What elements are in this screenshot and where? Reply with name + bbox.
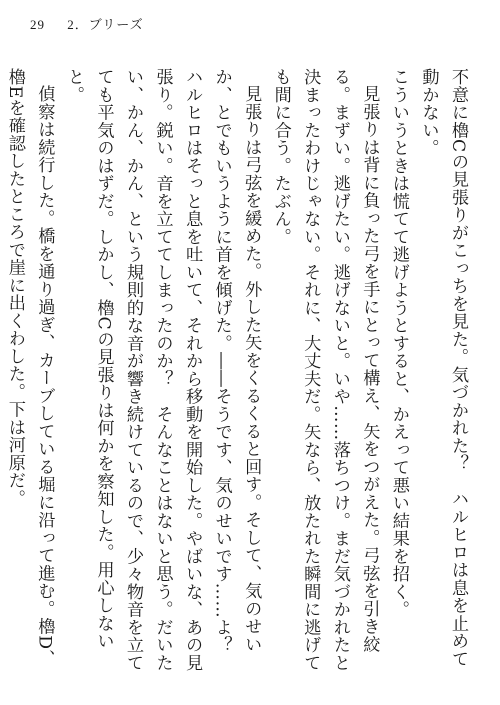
paragraph-2: こういうときは慌てて逃げようとすると、かえって悪い結果を招く。 [388, 68, 409, 619]
chapter-title: 2．ブリーズ [67, 17, 144, 32]
paragraph-4: 見張りは弓弦を緩めた。外した矢をくるくると回す。そして、気のせいか、とでもいうように首を傾げた。――そうです、気のせいです……よ？ [211, 68, 262, 654]
vertical-body-text [4, 68, 472, 680]
running-header [30, 14, 144, 33]
page-number: 29 [30, 17, 45, 32]
paragraph-3: 見張りは背に負った弓を手にとって構え、矢をつがえた。弓弦を引き絞る。まずい。逃げたい。逃げないと。いや……落ちつけ。まだ気づかれたと決まったわけじゃない。それに、大丈夫だ。矢なら、放たれた瞬間に逃げても間に合う。たぶん。 [270, 68, 380, 672]
paragraph-5: ハルヒロはそっと息を吐いて、それから移動を開始した。やばいな、あの見張り。鋭い。音を立ててしまったのか？ そんなことはないと思う。だいたい、かん、かん、という規則的な音が響き続けているので、少々物音を立てても平気のはずだ。しかし、櫓Cの見張りは何かを察知した。用心しないと。 [63, 68, 203, 672]
paragraph-6: 偵察は続行した。橋を通り過ぎ、カーブしている堀に沿って進む。櫓D、櫓Eを確認したところで崖に出くわした。下は河原だ。 [4, 68, 55, 668]
paragraph-1: 不意に櫓Cの見張りがこっちを見た。気づかれた？ ハルヒロは息を止めて動かない。 [418, 68, 468, 668]
